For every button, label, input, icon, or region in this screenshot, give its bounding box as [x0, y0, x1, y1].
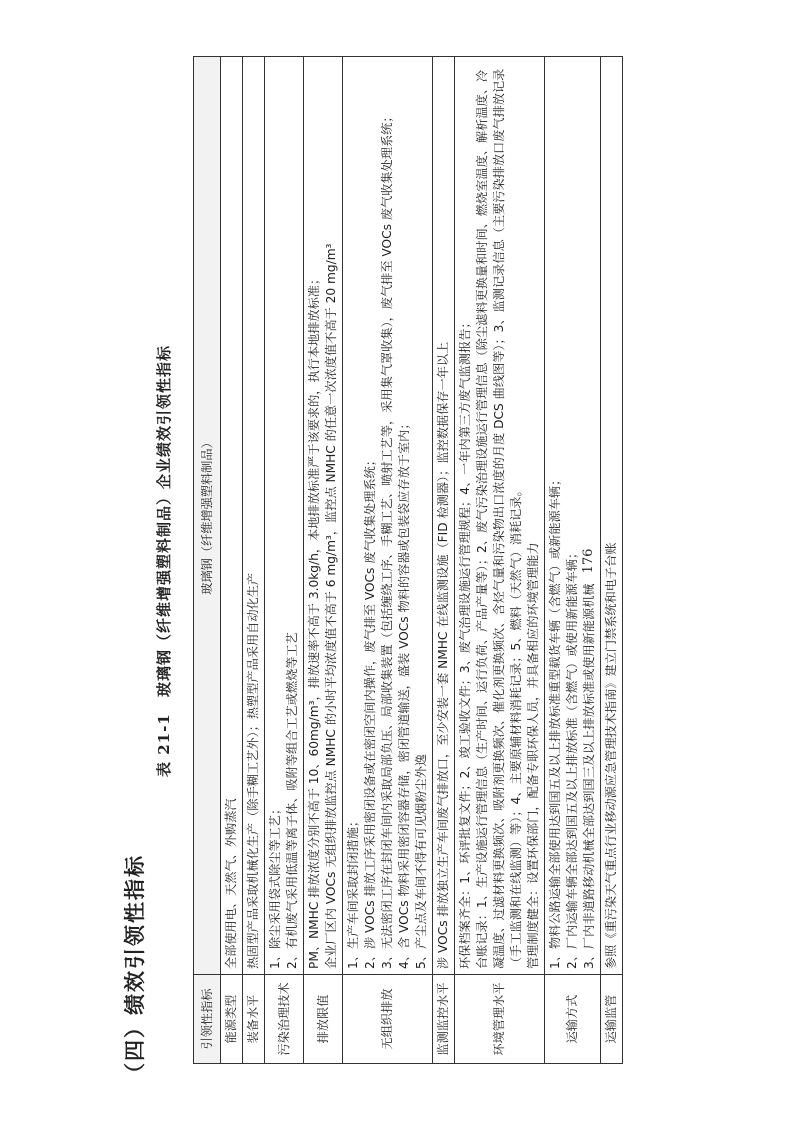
row-label: 无组织排放	[343, 975, 433, 1064]
row-label: 环境管理水平	[455, 975, 545, 1064]
table-row	[265, 57, 304, 1064]
content-line: 3、厂内非道路移动机械全部达到国三及以上排放标准或使用新能源机械	[582, 583, 596, 969]
content-line: 1、除尘采用袋式除尘等工艺；	[268, 802, 282, 969]
row-content	[243, 57, 265, 975]
content-line: 参照《重污染天气重点行业移动源应急管理技术指南》建立门禁系统和电子台账	[604, 542, 618, 969]
table-caption-number: 表 21-1	[155, 713, 173, 778]
content-line: 3、无法密闭工序在封闭车间内采取局部负压、局部收集装置（包括缠绕工序、手糊工艺、喷射工艺等，采用集气罩收集），废气排至 VOCs 废气收集处理系统；	[380, 110, 394, 969]
table-row	[455, 57, 545, 1064]
content-line: 管理制度健全：设置环保部门，配备专职环保人员，并具备相应的环境管理能力	[526, 542, 540, 969]
row-label: 排放限值	[304, 975, 343, 1064]
row-content	[455, 57, 545, 975]
content-line: 热固型产品采取机械化生产（除手糊工艺外）；热塑型产品采用自动化生产	[246, 572, 260, 969]
section-title: （四）绩效引领性指标	[122, 854, 147, 1084]
content-line: 1、物料公路运输全部使用达到国五及以上排放标准重型载货车辆（含燃气）或新能源车辆；	[548, 473, 562, 969]
header-indicator: 引领性指标	[194, 975, 221, 1064]
table-header-row	[194, 57, 221, 1064]
content-line: 企业厂区内 VOCs 无组织排放监控点 NMHC 的小时平均浓度值不高于 6 mg/m³，监控点 NMHC 的任意一次浓度值不高于 20 mg/m³	[324, 243, 338, 969]
row-label: 运输方式	[545, 975, 601, 1064]
content-line: 5、产尘点及车间不得有可见烟粉尘外逸	[414, 754, 428, 969]
content-line: 1、生产车间采取封闭措施；	[346, 814, 360, 969]
table-row	[304, 57, 343, 1064]
table-row	[433, 57, 455, 1064]
row-content	[343, 57, 433, 975]
row-label: 能源类型	[221, 975, 243, 1064]
content-line: 涉 VOCs 排放独立生产车间废气排放口，至少安装一套 NMHC 在线监测设施（FID 检测器）；监控数据保存一年以上	[436, 341, 450, 969]
content-line: 2、厂内运输车辆全部达到国五及以上排放标准（含燃气）或使用新能源车辆；	[565, 546, 579, 969]
row-label: 污染治理技术	[265, 975, 304, 1064]
row-content	[265, 57, 304, 975]
row-content	[304, 57, 343, 975]
row-label: 监测监控水平	[433, 975, 455, 1064]
row-label: 装备水平	[243, 975, 265, 1064]
content-line: PM、NMHC 排放浓度分别不高于 10、60mg/m³，排放速率不高于 3.0kg/h，本地排放标准严于该要求的，执行本地排放标准；	[307, 272, 321, 969]
content-line: 2、涉 VOCs 排放工序采用密闭设备或在密闭空间内操作，废气排至 VOCs 废气收集处理系统；	[363, 454, 377, 969]
table-row	[243, 57, 265, 1064]
table-caption-text: 玻璃钢（纤维增强塑料制品）企业绩效引领性指标	[155, 345, 173, 698]
content-line: 2、有机废气采用低温等离子体、吸附等组合工艺或燃烧等工艺	[285, 632, 299, 969]
content-line: 全部使用电、天然气、外购蒸汽	[224, 798, 238, 969]
row-content	[221, 57, 243, 975]
table-caption	[153, 0, 174, 1122]
table-row	[343, 57, 433, 1064]
row-content	[601, 57, 623, 975]
row-label: 运输监管	[601, 975, 623, 1064]
table-row	[601, 57, 623, 1064]
content-line: 4、含 VOCs 物料采用密闭容器存储，密闭管道输送，盛装 VOCs 物料的容器或包装袋应存放于室内；	[397, 417, 411, 969]
table-body	[221, 57, 623, 1064]
table-row	[221, 57, 243, 1064]
page-number: 176	[581, 548, 596, 574]
content-line: 台账记录：1、生产设施运行管理信息（生产时间、运行负荷、产品产量等）；2、废气污染治理设施运行管理信息（除尘滤料更换量和时间、燃烧室温度、解析温度、冷凝温度、过滤材料更换频次、吸附剂更换频次、催化剂更换频次、含烃气量和污染物出口浓度的月度 DCS 曲线图等）；3、监测记录信息（主要污染排放口废气排放记录（手工监测和在线监测）等）；4、主要原辅材料消耗记录；5、燃料（天然气）消耗记录。	[475, 68, 523, 969]
indicator-table	[193, 56, 623, 1064]
row-content	[433, 57, 455, 975]
header-product: 玻璃钢（纤维增强塑料制品）	[194, 57, 221, 975]
content-line: 环保档案齐全：1、环评批复文件；2、竣工验收文件；3、废气治理设施运行管理规程；4、一年内第三方废气监测报告；	[458, 316, 472, 969]
